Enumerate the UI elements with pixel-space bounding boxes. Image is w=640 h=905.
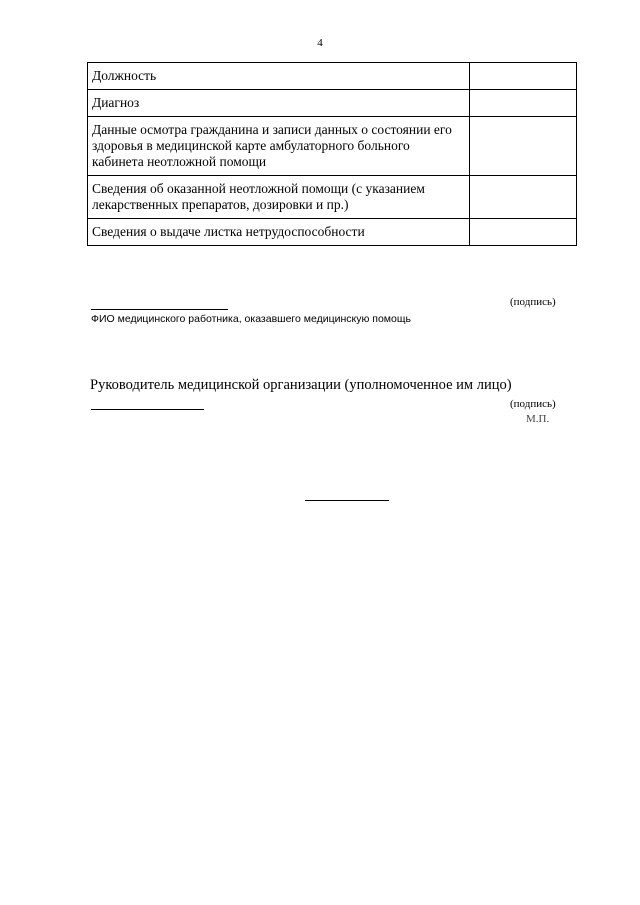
table-row [88, 90, 577, 117]
table-row-value [469, 90, 576, 117]
table-row [88, 176, 577, 219]
table-row-value [469, 219, 576, 246]
table-row [88, 63, 577, 90]
table-row-value [469, 176, 576, 219]
table-row [88, 219, 577, 246]
signature-line [91, 409, 204, 410]
table-row-value [469, 63, 576, 90]
table-row-label: Сведения о выдаче листка нетрудоспособности [88, 219, 470, 246]
signature-caption: (подпись) [510, 296, 556, 308]
signature-line [91, 309, 228, 310]
table-row-label: Должность [88, 63, 470, 90]
stamp-caption: М.П. [526, 413, 550, 425]
medical-record-table [87, 62, 577, 246]
table-row [88, 117, 577, 176]
end-separator-line [305, 500, 389, 501]
table-row-label: Данные осмотра гражданина и записи данных о состоянии его здоровья в медицинской карте амбулаторного больного кабинета неотложной помощи [88, 117, 470, 176]
table-row-value [469, 117, 576, 176]
name-caption: ФИО медицинского работника, оказавшего медицинскую помощь [91, 313, 411, 325]
table-row-label: Сведения об оказанной неотложной помощи (с указанием лекарственных препаратов, дозировки и пр.) [88, 176, 470, 219]
signature-caption: (подпись) [510, 398, 556, 410]
table-row-label: Диагноз [88, 90, 470, 117]
page-number: 4 [317, 37, 323, 49]
head-of-organization-heading: Руководитель медицинской организации (уполномоченное им лицо) [90, 377, 512, 393]
